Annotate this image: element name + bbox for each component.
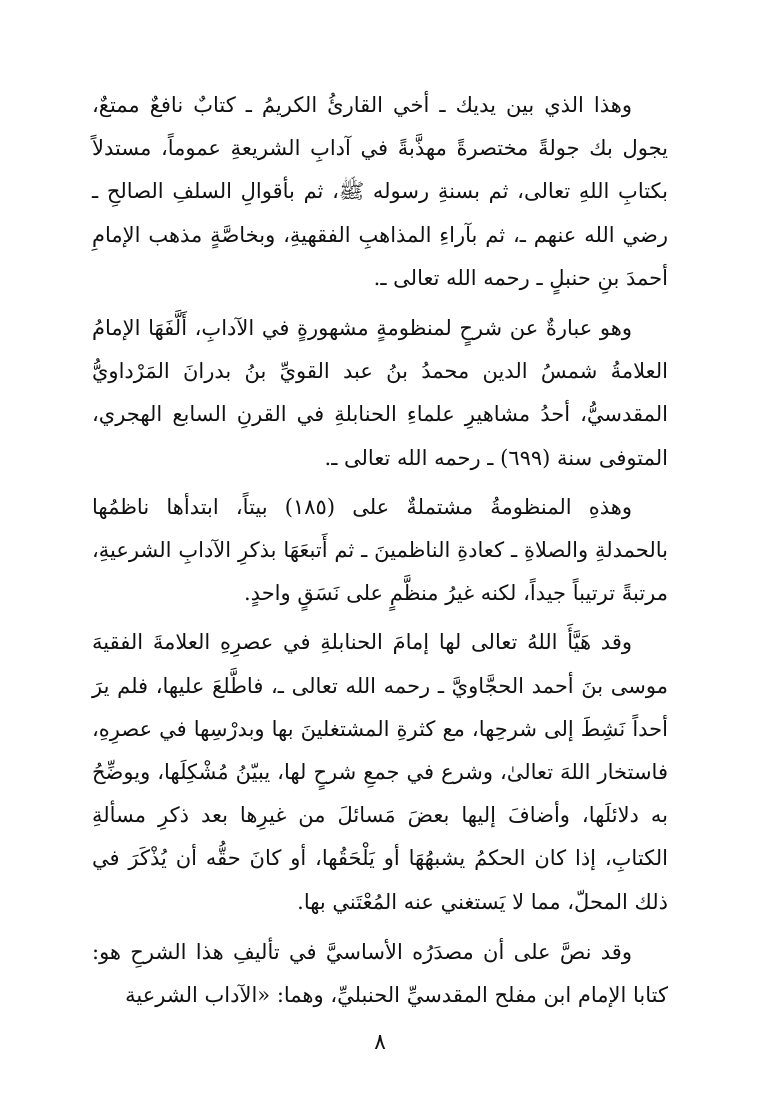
paragraph: وقد نصَّ على أن مصدَرُه الأساسيَّ في تأليفِ هذا الشرحِ هو: كتابا الإمام ابن مفلح المقدسيِّ الحنبليِّ، وهما: «الآداب الشرعية (92, 939, 668, 1008)
paragraph: وقد هَيَّأَ اللهُ تعالى لها إمامَ الحنابلةِ في عصرِهِ العلامةَ الفقيهَ موسى بنَ أحمد الحجَّاويَّ ـ رحمه الله تعالى ـ، فاطَّلعَ عليها، فلم يرَ أحداً نَشِطَ إلى شرحِها، مع كثرةِ المشتغلينَ بها وبدرْسِها في عصرِهِ، فاستخار اللهَ تعالىٰ، وشرع في جمعِ شرحٍ لها، يبيّنُ مُشْكِلَها، ويوضِّحُ به دلائلَها، وأضافَ إليها بعضَ مَسائلَ من غيرِها بعد ذكرِ مسألةِ الكتابِ، إذا كان الحكمُ يشبهُهَا أو يَلْحَقُها، أو كانَ حقُّه أن يُذْكَرَ في ذلك المحلّ، مما لا يَستغني عنه المُعْتَني بها. (92, 630, 668, 914)
document-page (92, 84, 668, 1034)
page-number: ٨ (374, 1030, 386, 1055)
paragraph: وهو عبارةٌ عن شرحٍ لمنظومةٍ مشهورةٍ في الآدابِ، أَلَّفَهَا الإمامُ العلامةُ شمسُ الدين محمدُ بنُ عبد القويِّ بنُ بدرانَ المَرْداويُّ المقدسيُّ، أحدُ مشاهيرِ علماءِ الحنابلةِ في القرنِ السابع الهجري، المتوفى سنة (٦٩٩) ـ رحمه الله تعالى ـ. (92, 316, 668, 470)
paragraph: وهذا الذي بين يديك ـ أخي القارئُ الكريمُ ـ كتابٌ نافعٌ ممتعٌ، يجول بك جولةً مختصرةً مهذَّبةً في آدابِ الشريعةِ عموماً، مستدلاً بكتابِ اللهِ تعالى، ثم بسنةِ رسوله ﷺ، ثم بأقوالِ السلفِ الصالحِ ـ رضي الله عنهم ـ، ثم بآراءِ المذاهبِ الفقهيةِ، وبخاصَّةٍ مذهب الإمامِ أحمدَ بنِ حنبلٍ ـ رحمه الله تعالى ـ. (92, 93, 668, 290)
paragraph: وهذهِ المنظومةُ مشتملةٌ على (١٨٥) بيتاً، ابتدأها ناظمُها بالحمدلةِ والصلاةِ ـ كعادةِ الناظمينَ ـ ثم أَتبعَهَا بذكرِ الآدابِ الشرعيةِ، مرتبةً ترتيباً جيداً، لكنه غيرُ منظَّمٍ على نَسَقٍ واحدٍ. (92, 494, 668, 606)
